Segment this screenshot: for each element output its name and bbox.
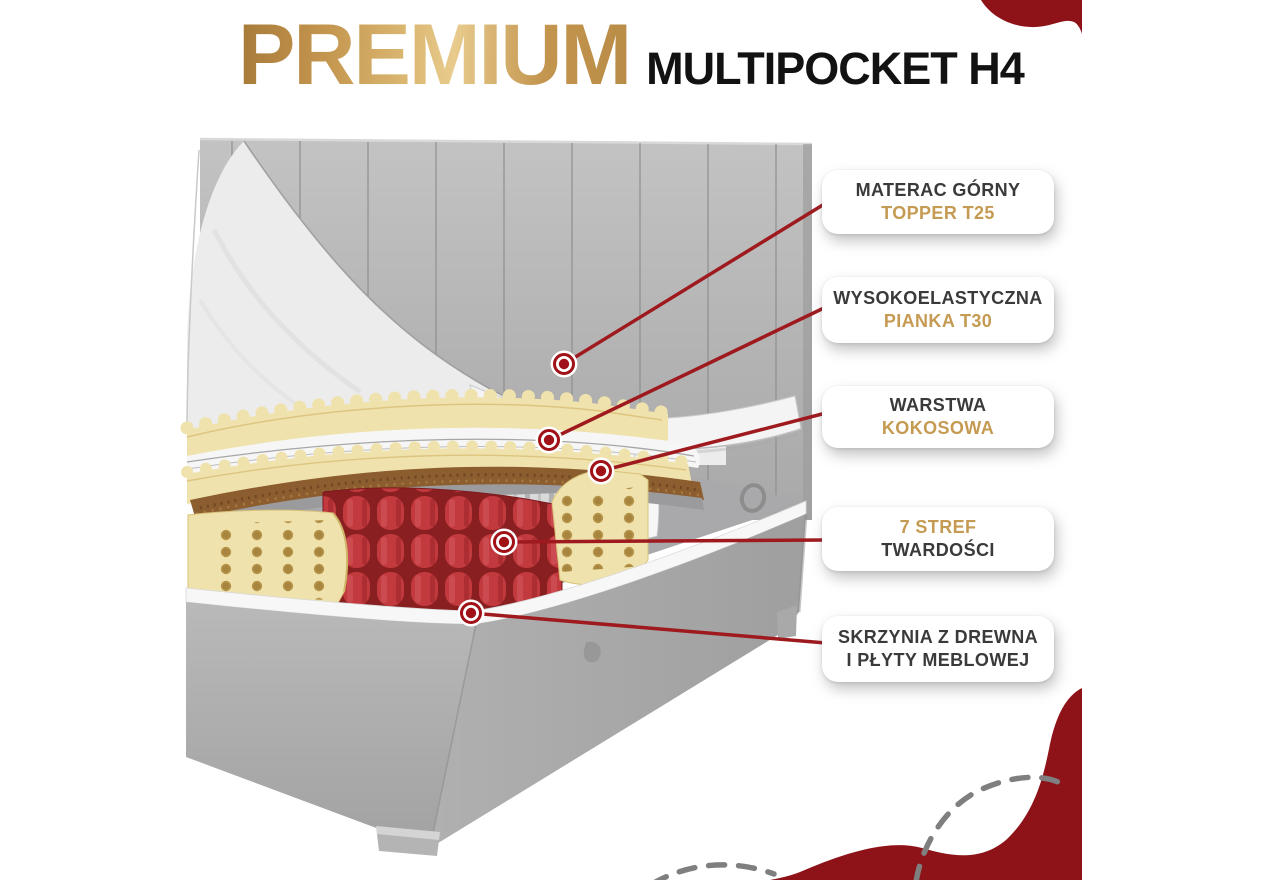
callout-line-zones [504, 540, 826, 542]
label-foam [822, 277, 1054, 343]
label-coconut-line2: KOKOSOWA [881, 418, 995, 438]
label-topper [822, 170, 1054, 234]
label-storage-line1: SKRZYNIA Z DREWNA [837, 627, 1039, 647]
callout-dot-coir [588, 458, 615, 485]
page-title [238, 7, 1024, 103]
callout-dot-foam [536, 427, 563, 454]
label-storage-box [822, 616, 1054, 682]
callout-dot-box [458, 600, 485, 627]
label-zones-line1: 7 STREF [899, 517, 977, 537]
label-topper-line1: MATERAC GÓRNY [855, 180, 1021, 200]
callout-dot-topper [551, 351, 578, 378]
callout-dot-zones [491, 529, 518, 556]
label-storage-line2: I PŁYTY MEBLOWEJ [846, 650, 1030, 670]
label-zones [822, 507, 1054, 571]
bed-illustration [186, 139, 812, 856]
label-topper-line2: TOPPER T25 [881, 203, 995, 223]
brand-name: PREMIUM [238, 7, 631, 103]
handle-flap [584, 642, 601, 663]
label-coconut [822, 386, 1054, 448]
label-coconut-line1: WARSTWA [889, 395, 987, 415]
label-foam-line1: WYSOKOELASTYCZNA [833, 288, 1043, 308]
model-name: MULTIPOCKET H4 [646, 43, 1024, 94]
label-foam-line2: PIANKA T30 [883, 311, 993, 331]
label-zones-line2: TWARDOŚCI [881, 540, 995, 560]
